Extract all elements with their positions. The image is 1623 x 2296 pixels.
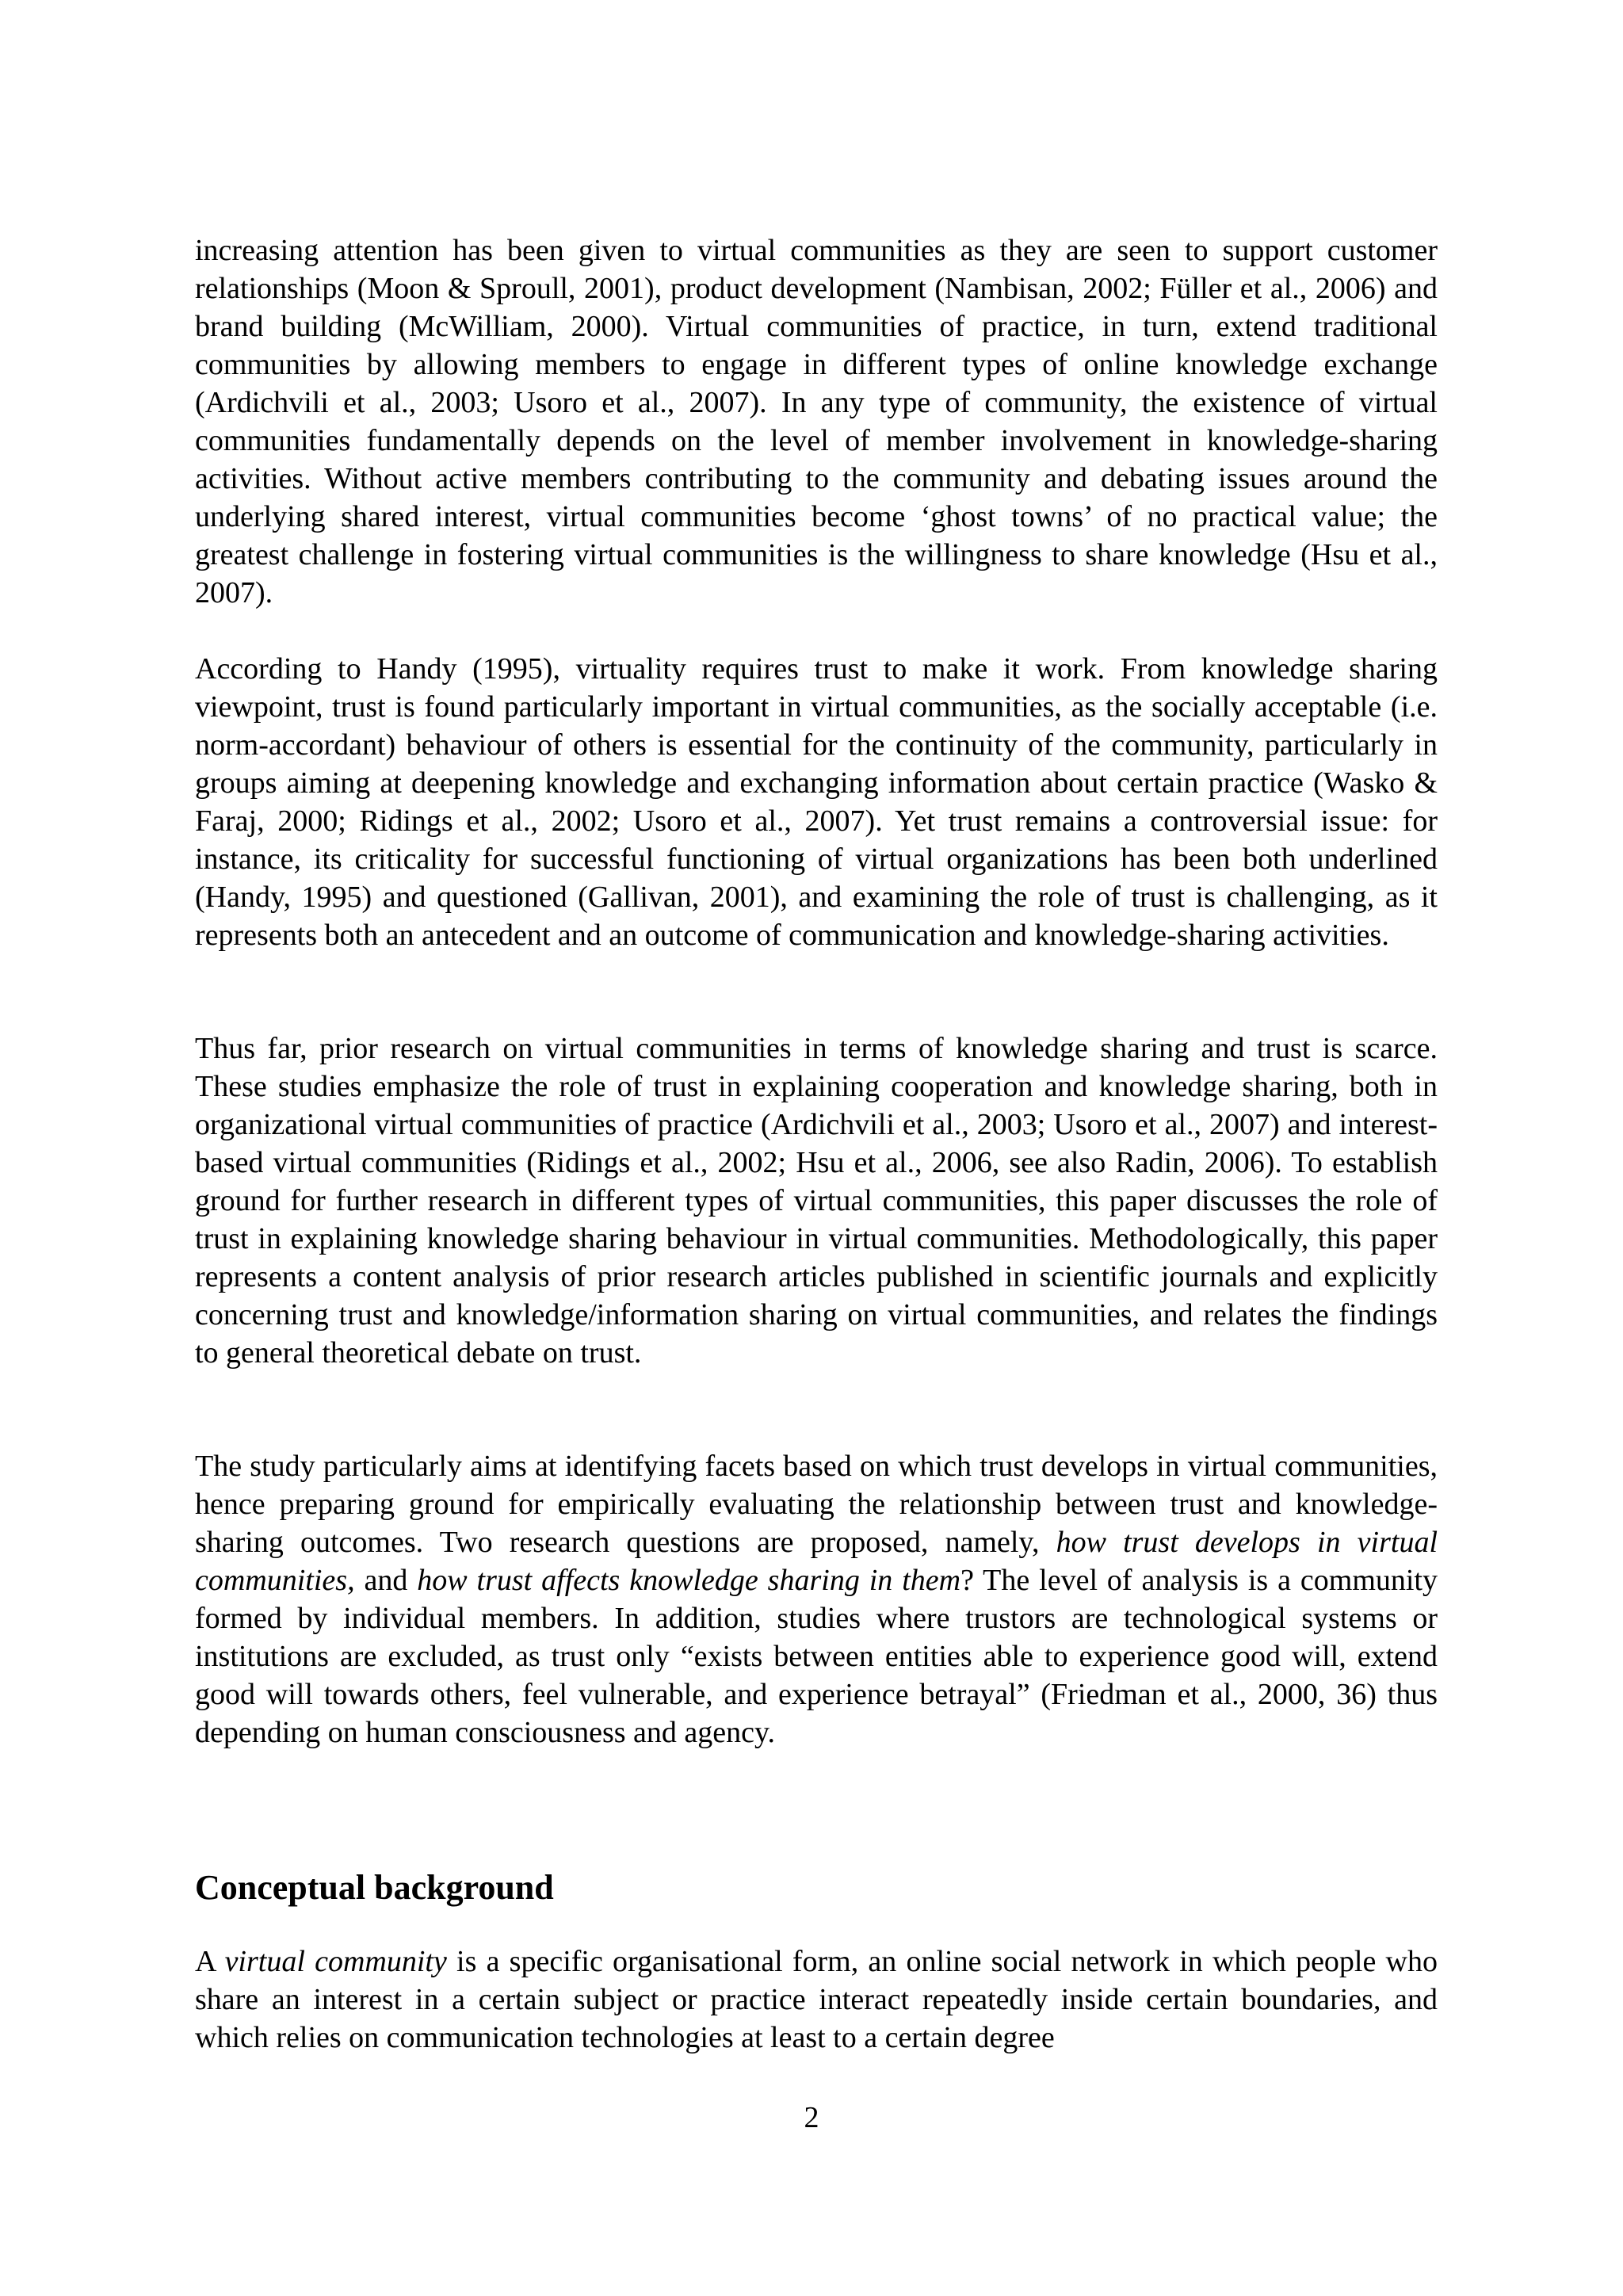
research-question-1: how trust develops in virtual communities, xyxy=(195,1526,1438,1597)
paragraph-5-text xyxy=(195,1943,1438,2057)
term-virtual-community: virtual community xyxy=(224,1945,447,1978)
paragraph-3 xyxy=(195,1030,1438,1372)
paragraph-1 xyxy=(195,231,1438,612)
paragraph-1-text: increasing attention has been given to virtual communities as they are seen to support customer relationships (Moon & Sproull, 2001), product development (Nambisan, 2002; Füller et al., 2006) and brand building (McWilliam, 2000). Virtual communities of practice, in turn, extend traditional communities by allowing members to engage in different types of online knowledge exchange (Ardichvili et al., 2003; Usoro et al., 2007). In any type of community, the existence of virtual communities fundamentally depends on the level of member involvement in knowledge-sharing activities. Without active members contributing to the community and debating issues around the underlying shared interest, virtual communities become ‘ghost towns’ of no practical value; the greatest challenge in fostering virtual communities is the willingness to share knowledge (Hsu et al., 2007). xyxy=(195,234,1438,609)
paragraph-4-part1: The study particularly aims at identifying facets based on which trust develops in virtual communities, hence preparing ground for empirically evaluating the relationship between trust and knowledge-sharing outcomes. Two research questions are proposed, namely, xyxy=(195,1450,1438,1559)
paragraph-2 xyxy=(195,650,1438,954)
paragraph-4-part3: ? The level of analysis is a community formed by individual members. In addition, studies where trustors are technological systems or institutions are excluded, as trust only “exists between entities able to experience good will, extend good will towards others, feel vulnerable, and experience betrayal” (Friedman et al., 2000, 36) thus depending on human consciousness and agency. xyxy=(195,1564,1438,1749)
research-question-2: how trust affects knowledge sharing in them xyxy=(417,1564,961,1597)
paragraph-5-part1: A xyxy=(195,1945,225,1978)
page-number: 2 xyxy=(804,2101,819,2134)
paragraph-3-text: Thus far, prior research on virtual communities in terms of knowledge sharing and trust is scarce. These studies emphasize the role of trust in explaining cooperation and knowledge sharing, both in organizational virtual communities of practice (Ardichvili et al., 2003; Usoro et al., 2007) and interest-based virtual communities (Ridings et al., 2002; Hsu et al., 2006, see also Radin, 2006). To establish ground for further research in different types of virtual communities, this paper discusses the role of trust in explaining knowledge sharing behaviour in virtual communities. Methodologically, this paper represents a content analysis of prior research articles published in scientific journals and explicitly concerning trust and knowledge/information sharing on virtual communities, and relates the findings to general theoretical debate on trust. xyxy=(195,1032,1438,1370)
paragraph-5 xyxy=(195,1943,1438,2057)
paragraph-2-text: According to Handy (1995), virtuality requires trust to make it work. From knowledge sharing viewpoint, trust is found particularly important in virtual communities, as the socially acceptable (i.e. norm-accordant) behaviour of others is essential for the continuity of the community, particularly in groups aiming at deepening knowledge and exchanging information about certain practice (Wasko & Faraj, 2000; Ridings et al., 2002; Usoro et al., 2007). Yet trust remains a controversial issue: for instance, its criticality for successful functioning of virtual organizations has been both underlined (Handy, 1995) and questioned (Gallivan, 2001), and examining the role of trust is challenging, as it represents both an antecedent and an outcome of communication and knowledge-sharing activities. xyxy=(195,652,1438,952)
section-heading: Conceptual background xyxy=(195,1868,554,1907)
paragraph-4 xyxy=(195,1447,1438,1752)
paragraph-4-text xyxy=(195,1447,1438,1752)
paragraph-5-part2: is a specific organisational form, an online social network in which people who share an interest in a certain subject or practice interact repeatedly inside certain boundaries, and which relies on communication technologies at least to a certain degree xyxy=(195,1945,1438,2054)
paragraph-4-part2: and xyxy=(354,1564,418,1597)
